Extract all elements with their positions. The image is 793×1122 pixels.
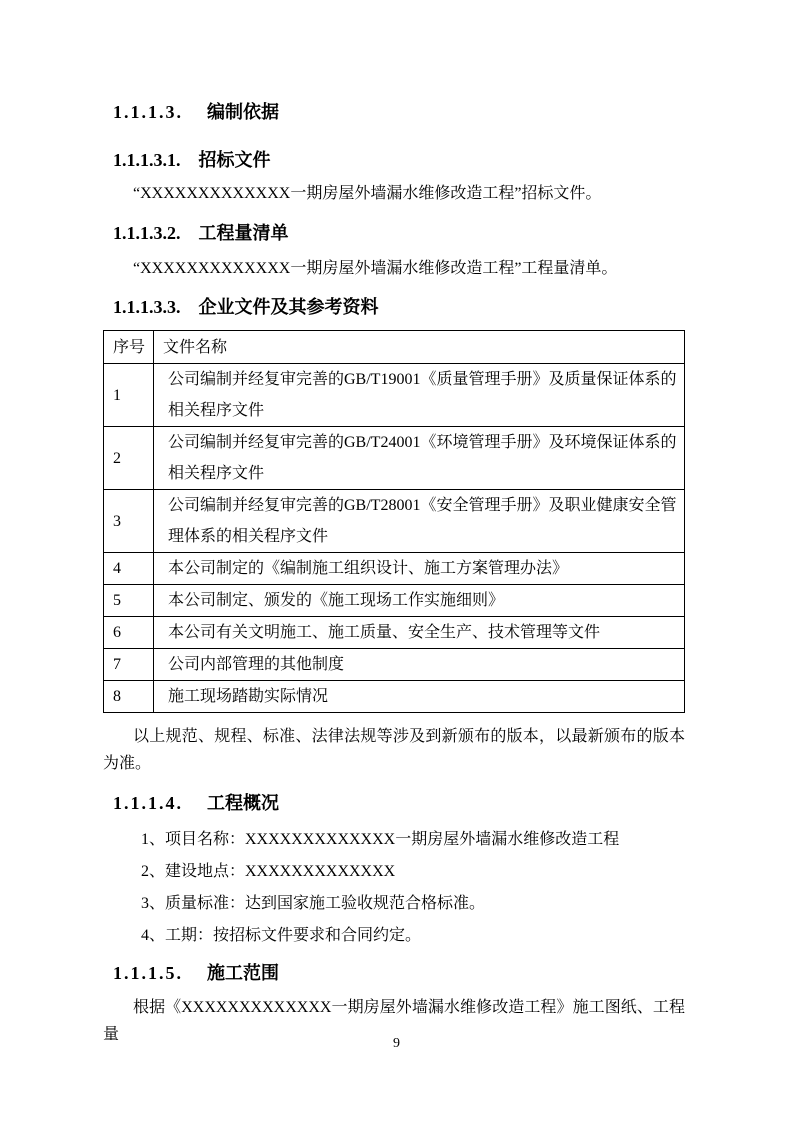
document-content [103, 0, 685, 1048]
list-item-project-name: 1、项目名称：XXXXXXXXXXXXX一期房屋外墙漏水维修改造工程 [141, 831, 620, 848]
cell-filename: 本公司制定、颁发的《施工现场工作实施细则》 [154, 585, 685, 617]
cell-filename: 施工现场踏勘实际情况 [154, 681, 685, 713]
heading-scope [113, 962, 685, 984]
heading-basis [113, 101, 685, 123]
heading-basis-title: 编制依据 [207, 102, 279, 122]
cell-serial: 1 [104, 364, 154, 427]
table-row [104, 681, 685, 713]
heading-scope-title: 施工范围 [207, 963, 279, 983]
table-row [104, 649, 685, 681]
reference-documents-table [103, 330, 685, 713]
heading-company-docs-title: 企业文件及其参考资料 [198, 297, 379, 317]
column-header-serial: 序号 [104, 331, 154, 364]
heading-bid-docs [113, 149, 685, 171]
heading-company-docs [113, 296, 685, 318]
heading-scope-number: 1.1.1.5. [113, 963, 183, 983]
cell-filename: 公司编制并经复审完善的GB/T19001《质量管理手册》及质量保证体系的相关程序文件 [154, 364, 685, 427]
table-row [104, 427, 685, 490]
cell-serial: 5 [104, 585, 154, 617]
table-row [104, 490, 685, 553]
cell-filename: 公司内部管理的其他制度 [154, 649, 685, 681]
heading-bid-docs-number: 1.1.1.3.1. [113, 150, 181, 170]
table-row [104, 553, 685, 585]
list-item-quality-standard: 3、质量标准：达到国家施工验收规范合格标准。 [141, 895, 486, 912]
heading-basis-number: 1.1.1.3. [113, 102, 183, 122]
cell-serial: 3 [104, 490, 154, 553]
cell-serial: 2 [104, 427, 154, 490]
paragraph-bid-docs: “XXXXXXXXXXXXX一期房屋外墙漏水维修改造工程”招标文件。 [133, 185, 602, 202]
heading-boq [113, 222, 685, 244]
overview-list [103, 824, 685, 952]
heading-boq-number: 1.1.1.3.2. [113, 223, 181, 243]
heading-boq-title: 工程量清单 [198, 223, 289, 243]
column-header-filename: 文件名称 [154, 331, 685, 364]
table-row [104, 364, 685, 427]
cell-filename: 本公司有关文明施工、施工质量、安全生产、技术管理等文件 [154, 617, 685, 649]
cell-filename: 公司编制并经复审完善的GB/T28001《安全管理手册》及职业健康安全管理体系的相关程序文件 [154, 490, 685, 553]
cell-serial: 8 [104, 681, 154, 713]
paragraph-boq: “XXXXXXXXXXXXX一期房屋外墙漏水维修改造工程”工程量清单。 [133, 260, 618, 277]
table-header-row [104, 331, 685, 364]
cell-serial: 7 [104, 649, 154, 681]
heading-company-docs-number: 1.1.1.3.3. [113, 297, 181, 317]
paragraph-scope: 根据《XXXXXXXXXXXXX一期房屋外墙漏水维修改造工程》施工图纸、工程量 [103, 999, 685, 1043]
heading-overview [113, 792, 685, 814]
cell-filename: 公司编制并经复审完善的GB/T24001《环境管理手册》及环境保证体系的相关程序文件 [154, 427, 685, 490]
page-number: 9 [393, 1036, 400, 1051]
cell-filename: 本公司制定的《编制施工组织设计、施工方案管理办法》 [154, 553, 685, 585]
paragraph-table-note: 以上规范、规程、标准、法律法规等涉及到新颁布的版本，以最新颁布的版本为准。 [103, 728, 685, 772]
cell-serial: 6 [104, 617, 154, 649]
heading-bid-docs-title: 招标文件 [198, 150, 271, 170]
list-item-duration: 4、工期：按招标文件要求和合同约定。 [141, 927, 422, 944]
table-row [104, 617, 685, 649]
heading-overview-title: 工程概况 [207, 793, 279, 813]
table-row [104, 585, 685, 617]
cell-serial: 4 [104, 553, 154, 585]
heading-overview-number: 1.1.1.4. [113, 793, 183, 813]
list-item-location: 2、建设地点：XXXXXXXXXXXXX [141, 863, 396, 880]
